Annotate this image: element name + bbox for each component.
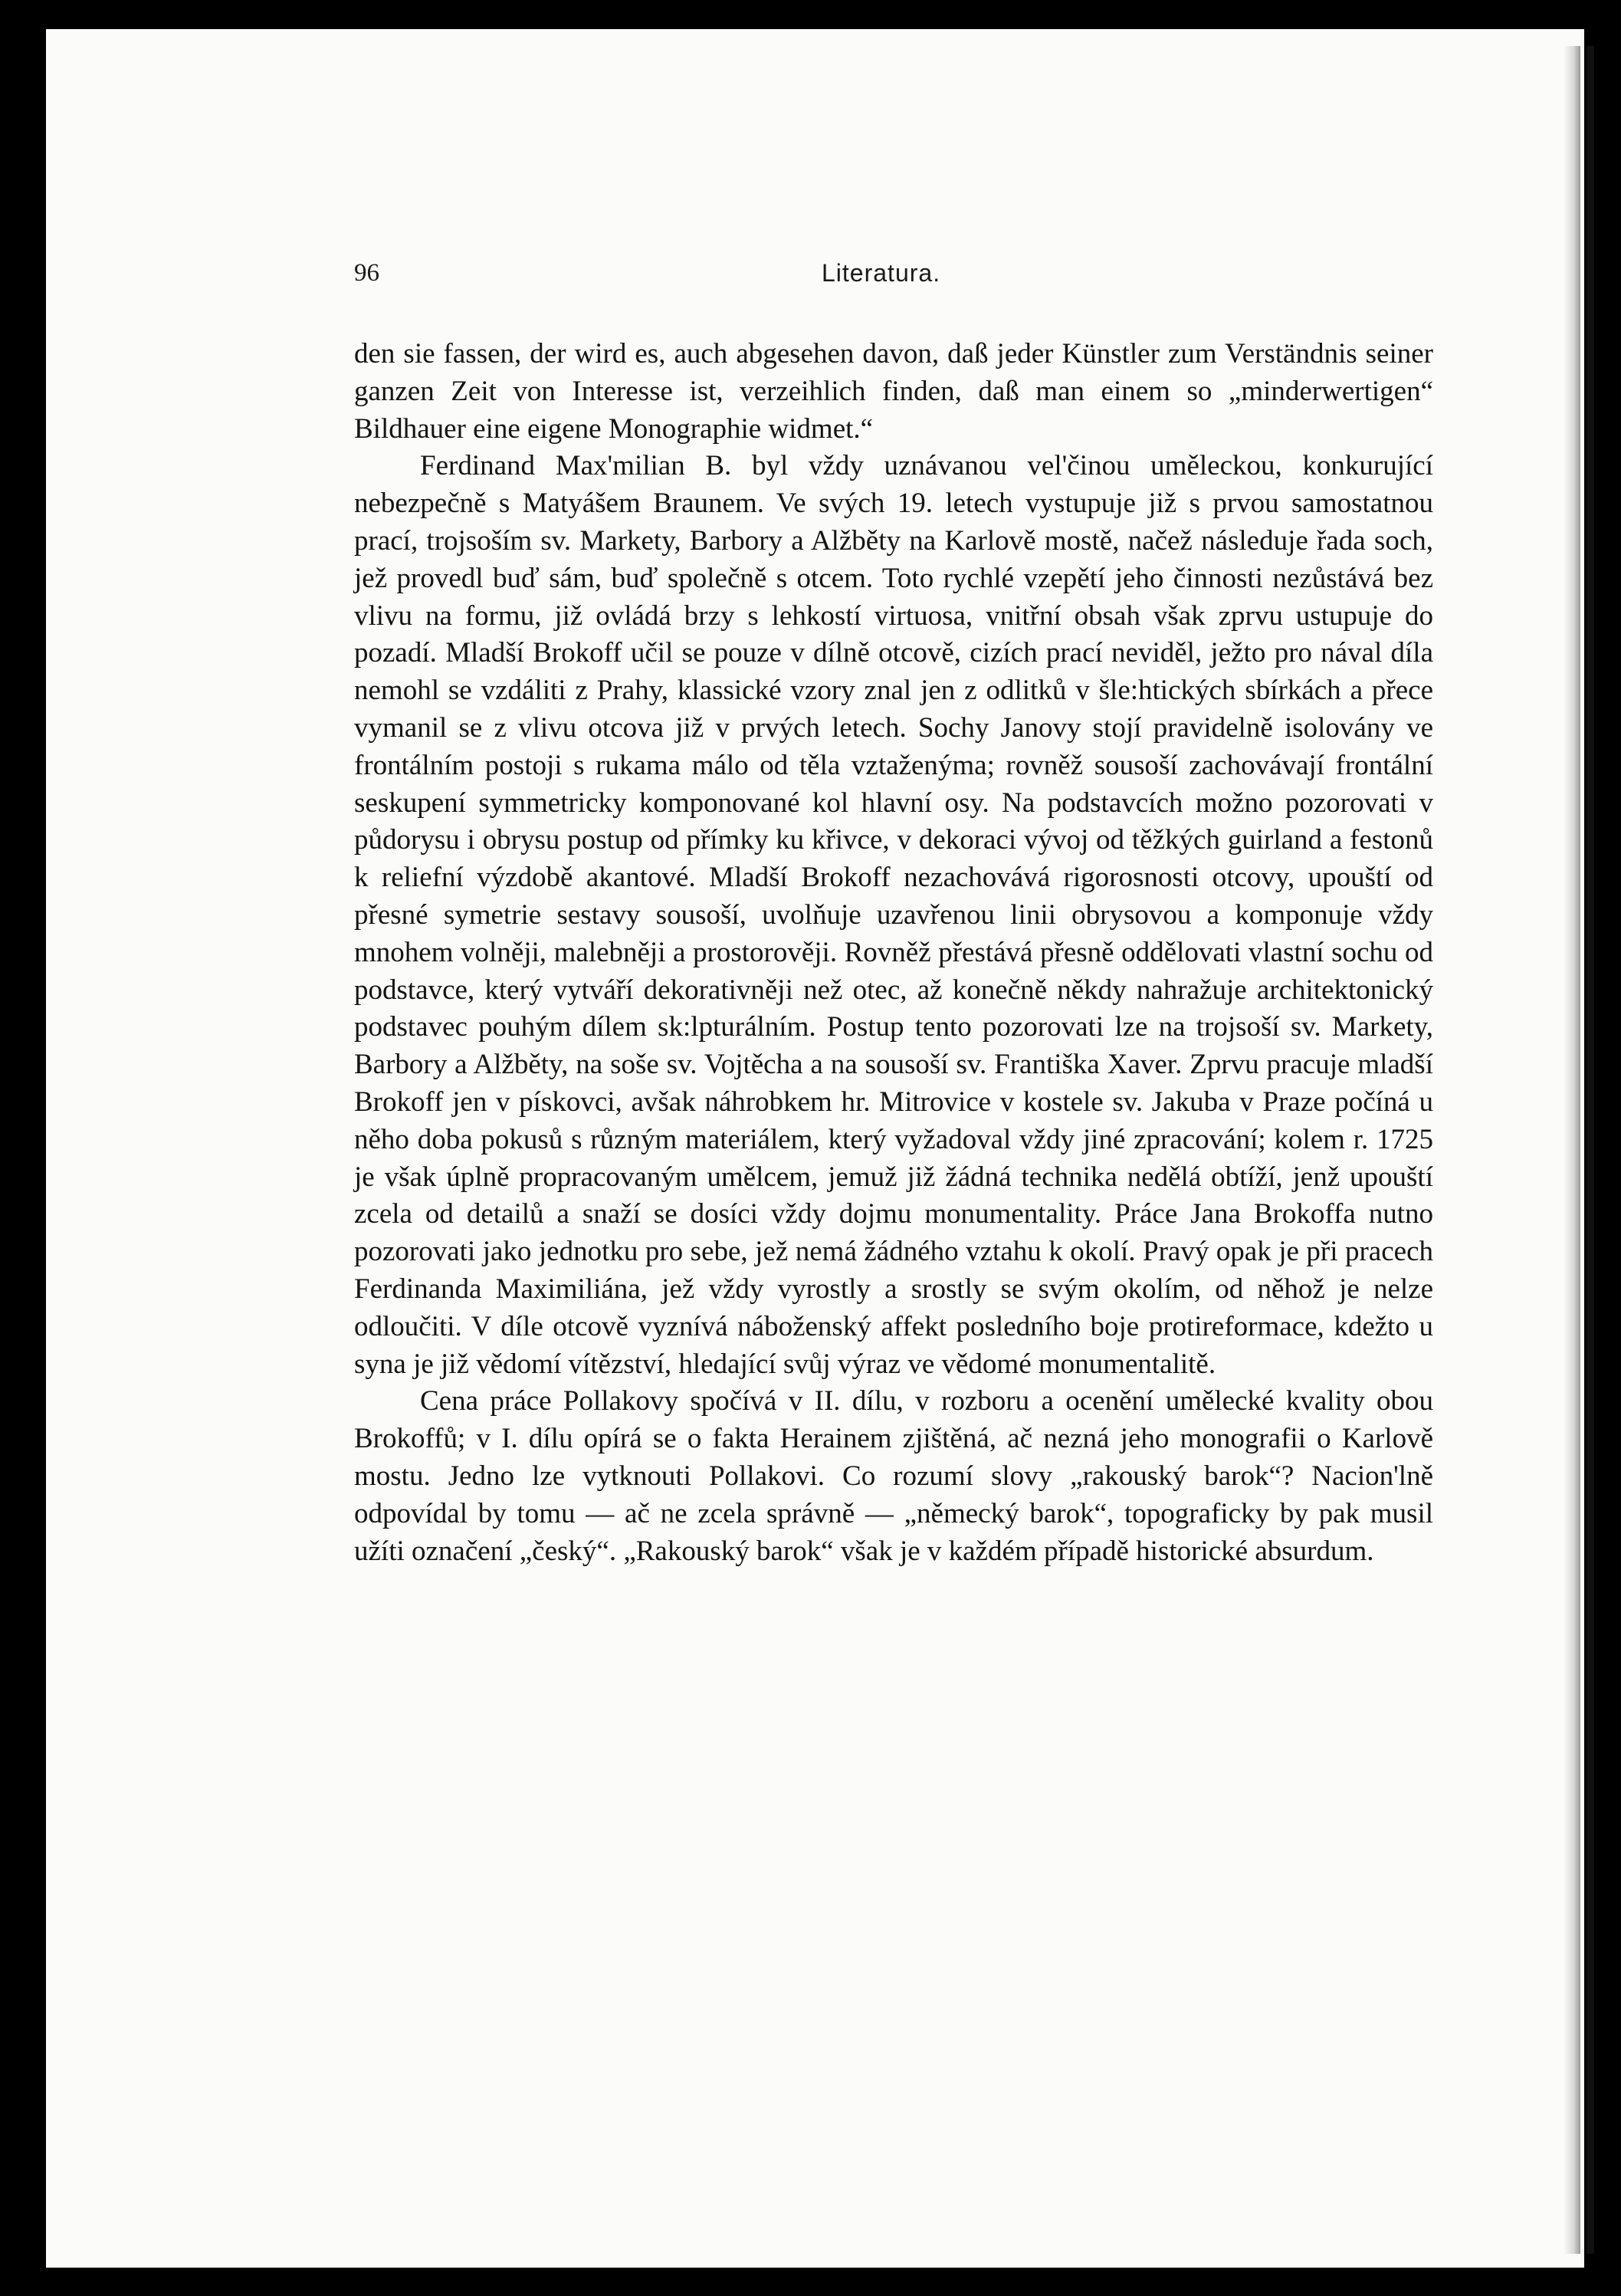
page-edge-shadow bbox=[1564, 46, 1580, 2254]
page-number: 96 bbox=[354, 259, 379, 287]
paragraph-brokoff: Ferdinand Max'milian B. byl vždy uznávanou vel'činou uměleckou, konkurující nebezpečně s Matyášem Braunem. Ve svých 19. letech vystupuje již s prvou samostatnou prací, trojsoším sv. Markety, Barbory a Alžběty na Karlově mostě, načež následuje řada soch, jež provedl buď sám, buď společně s otcem. Toto rychlé vzepětí jeho činnosti nezůstává bez vlivu na formu, již ovládá brzy s lehkostí virtuosa, vnitřní obsah však zprvu ustupuje do pozadí. Mladší Brokoff učil se pouze v dílně otcově, cizích prací neviděl, ježto pro nával díla nemohl se vzdáliti z Prahy, klassické vzory znal jen z odlitků v šle:htických sbírkách a přece vymanil se z vlivu otcova již v prvých letech. Sochy Janovy stojí pravidelně isolovány ve frontálním postoji s rukama málo od těla vztaženýma; rovněž sousoší zachovávají frontální seskupení symmetricky komponované kol hlavní osy. Na podstavcích možno pozorovati v půdorysu i obrysu postup od přímky ku křivce, v dekoraci vývoj od těžkých guirland a festonů k reliefní výzdobě akantové. Mladší Brokoff nezachovává rigorosnosti otcovy, upouští od přesné symetrie sestavy sousoší, uvolňuje uzavřenou linii obrysovou a komponuje vždy mnohem volněji, malebněji a prostorověji. Rovněž přestává přesně oddělovati vlastní sochu od podstavce, který vytváří dekorativněji než otec, až konečně někdy nahražuje architektonický podstavec pouhým dílem sk:lpturálním. Postup tento pozorovati lze na trojsoší sv. Markety, Barbory a Alžběty, na soše sv. Vojtěcha a na sousoší sv. Františka Xaver. Zprvu pracuje mladší Brokoff jen v pískovci, avšak náhrobkem hr. Mitrovice v kostele sv. Jakuba v Praze počíná u něho doba pokusů s různým materiálem, který vyžadoval vždy jiné zpracování; kolem r. 1725 je však úplně propracovaným umělcem, jemuž již žádná technika nedělá obtíží, jenž upouští zcela od detailů a snaží se dosíci vždy dojmu monumentality. Práce Jana Brokoffa nutno pozorovati jako jednotku pro sebe, jež nemá žádného vztahu k okolí. Pravý opak je při pracech Ferdinanda Maximiliána, jež vždy vyrostly a srostly se svým okolím, od něhož je nelze odloučiti. V díle otcově vyznívá náboženský affekt posledního boje protireformace, kdežto u syna je již vědomí vítězství, hledající svůj výraz ve vědomé monumentalitě. bbox=[354, 450, 1433, 1380]
paragraph-quote-end: den sie fassen, der wird es, auch abgesehen davon, daß jeder Künstler zum Verständnis seiner ganzen Zeit von Interesse ist, verzeihlich finden, daß man einem so „minderwertigen“ Bildhauer eine eigene Monographie widmet.“ bbox=[354, 338, 1433, 445]
page-header bbox=[354, 259, 1432, 297]
binding-edge bbox=[1587, 46, 1594, 2254]
paragraph-pollak: Cena práce Pollakovy spočívá v II. dílu, v rozboru a ocenění umělecké kvality obou Brokoffů; v I. dílu opírá se o fakta Herainem zjištěná, ač nezná jeho monografii o Karlově mostu. Jedno lze vytknouti Pollakovi. Co rozumí slovy „rakouský barok“? Nacion'lně odpovídal by tomu — ač ne zcela správně — „německý barok“, topograficky by pak musil užíti označení „český“. „Rakouský barok“ však je v každém případě historické absurdum. bbox=[354, 1385, 1433, 1567]
body-text bbox=[354, 336, 1433, 1570]
running-head: Literatura. bbox=[822, 259, 941, 287]
